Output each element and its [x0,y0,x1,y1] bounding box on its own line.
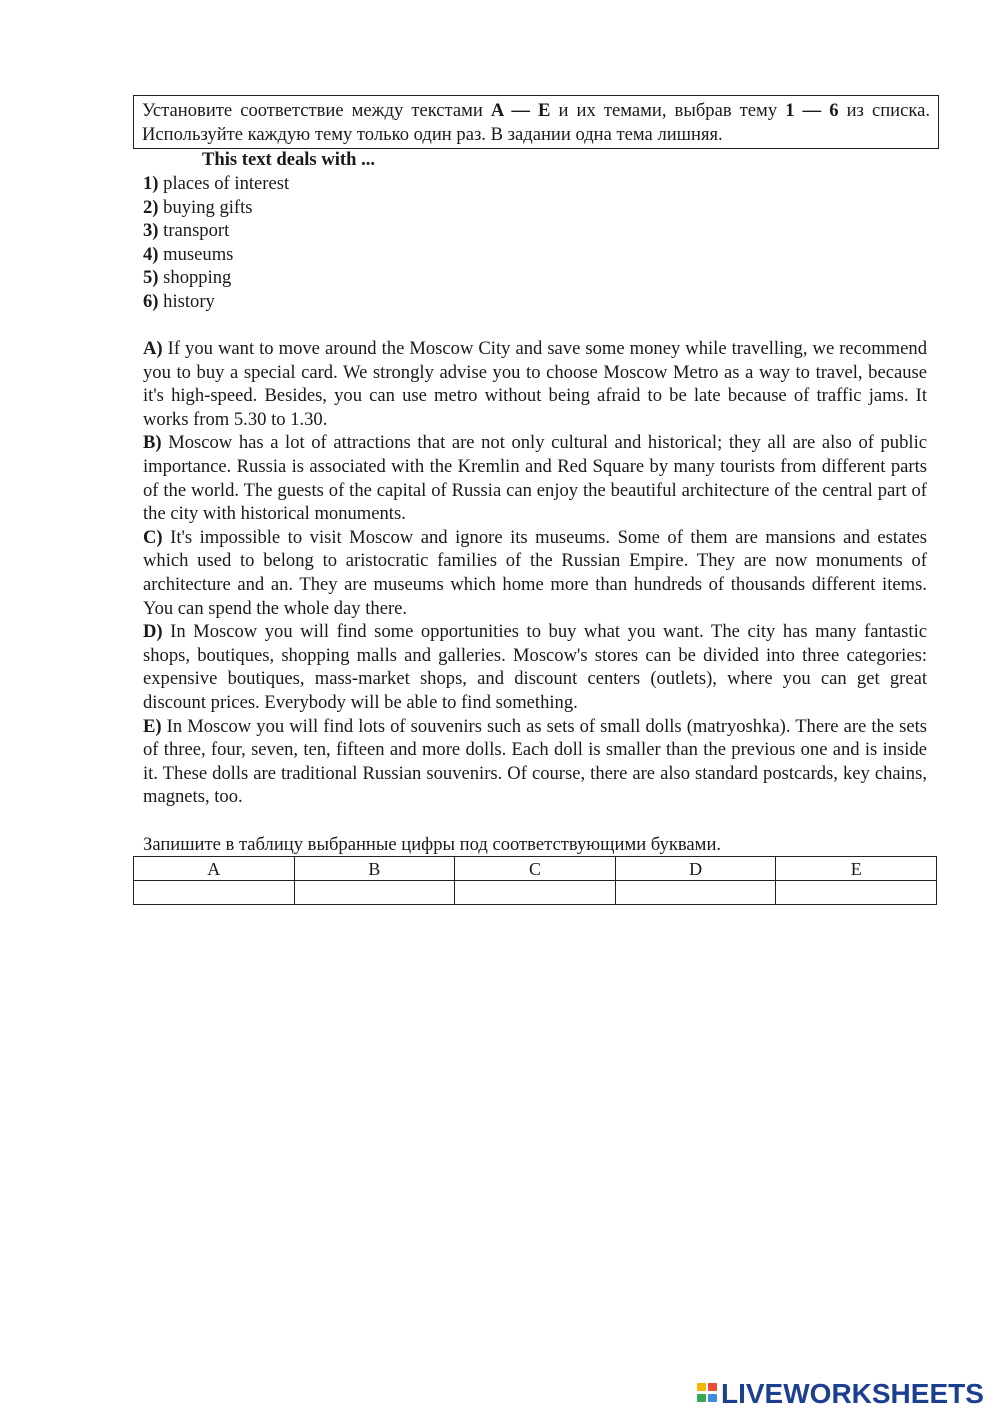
liveworksheets-logo-icon [697,1381,719,1407]
topic-number: 1) [143,173,159,194]
topic-text: shopping [163,267,232,289]
logo-square [708,1383,717,1391]
topic-item [143,196,289,220]
answer-cell-e[interactable] [776,881,937,905]
liveworksheets-logo [697,1379,984,1409]
topics-list [143,172,289,314]
topic-item [143,243,289,267]
instruction-text-3: из списка. Используйте каждую тему только один раз. В задании одна тема лишняя. [142,100,931,145]
passage-text: In Moscow you will find lots of souvenirs such as sets of small dolls (matryoshka). There are the sets of three, four, seven, ten, fifteen and more dolls. Each doll is smaller than the previous one and is inside it. These dolls are traditional Russian souvenirs. Of course, there are also standard postcards, key chains, magnets, too. [143,715,928,808]
passage-d [143,620,927,714]
topic-item [143,290,289,314]
topic-number: 2) [143,196,159,218]
instruction-text-1: Установите соответствие между текстами [142,100,491,121]
topic-text: places of interest [163,173,290,194]
logo-square [697,1383,706,1391]
instruction-letters-range: A — E [490,100,551,121]
answer-header-cell: B [294,857,455,881]
answer-header-cell: C [455,857,616,881]
task-instruction [133,95,939,149]
answer-header-cell: A [134,857,295,881]
passage-e [143,715,927,809]
topic-item [143,172,289,196]
passage-c [143,526,927,620]
liveworksheets-logo-text: LIVEWORKSHEETS [721,1378,984,1409]
answer-header-cell: E [776,857,937,881]
answer-cell-d[interactable] [615,881,776,905]
topic-number: 5) [143,267,159,289]
topic-text: history [163,290,215,312]
topics-heading: This text deals with ... [202,149,376,170]
logo-square [697,1394,706,1402]
topic-text: transport [163,220,230,242]
passage-letter: C) [143,526,163,548]
answer-header-cell: D [615,857,776,881]
instruction-numbers-range: 1 — 6 [785,100,839,121]
passage-letter: E) [143,715,162,737]
topic-number: 4) [143,243,159,265]
topic-text: buying gifts [163,196,253,218]
passage-text: In Moscow you will find some opportunities to buy what you want. The city has many fantastic shops, boutiques, shopping malls and galleries. Moscow's stores can be divided into three categories: expensive boutiques, mass-market shops, and discount centers (outlets), where you can get great discount prices. Everybody will be able to find something. [143,621,927,713]
passage-text: It's impossible to visit Moscow and ignore its museums. Some of them are mansions and estates which used to belong to aristocratic families of the Russian Empire. They are now monuments of architecture and an. They are museums which home more than hundreds of thousands different items. You can spend the whole day there. [143,526,927,619]
passage-text: If you want to move around the Moscow City and save some money while travelling, we recommend you to buy a special card. We strongly advise you to choose Moscow Metro as a way to travel, because it's high-speed. Besides, you can use metro without being afraid to be late because of traffic jams. It works from 5.30 to 1.30. [143,338,927,430]
answer-instruction: Запишите в таблицу выбранные цифры под соответствующими буквами. [143,834,722,855]
topic-item [143,219,289,243]
answer-input-row [134,881,937,905]
logo-square [708,1394,717,1402]
topic-number: 6) [143,290,159,312]
passages [143,337,927,809]
passage-a [143,337,927,431]
answer-cell-b[interactable] [294,881,455,905]
passage-letter: B) [143,432,162,454]
topic-item [143,266,289,290]
topic-number: 3) [143,220,159,242]
instruction-text-2: и их темами, выбрав тему [550,100,786,121]
passage-letter: D) [143,621,163,643]
answer-table [133,856,937,905]
passage-b [143,431,927,525]
answer-cell-a[interactable] [134,881,295,905]
answer-cell-c[interactable] [455,881,616,905]
passage-letter: A) [143,338,163,359]
topic-text: museums [163,243,234,265]
answer-header-row [134,857,937,881]
passage-text: Moscow has a lot of attractions that are not only cultural and historical; they all are also of public importance. Russia is associated with the Kremlin and Red Square by many tourists from different parts of the world. The guests of the capital of Russia can enjoy the beautiful architecture of the central part of the city with historical monuments. [143,432,927,525]
